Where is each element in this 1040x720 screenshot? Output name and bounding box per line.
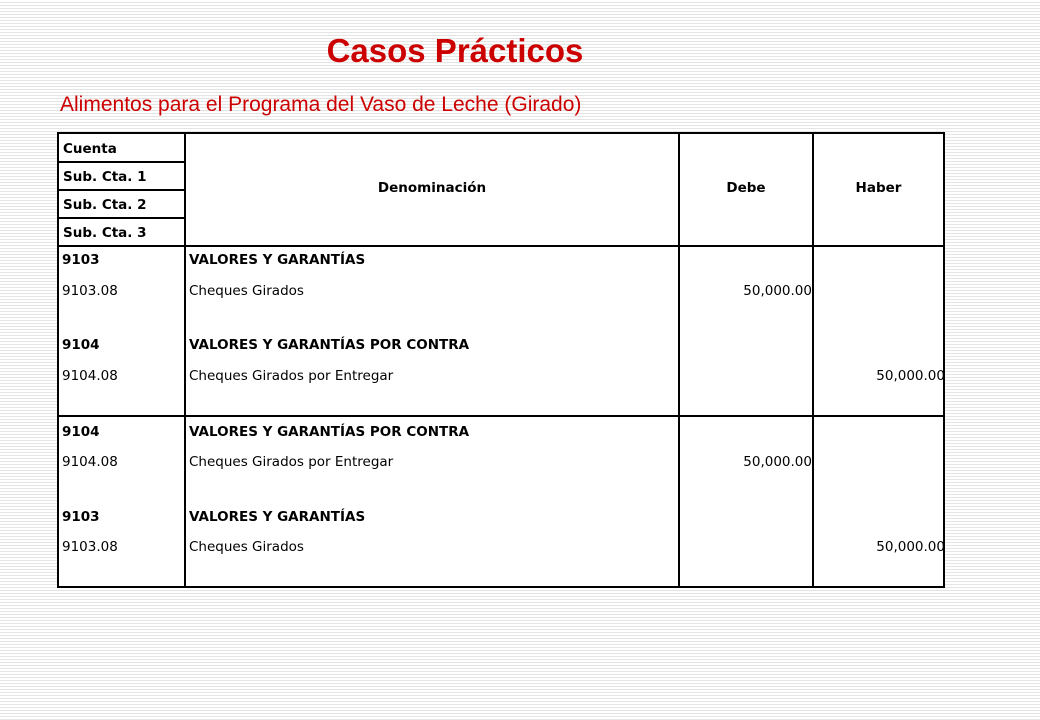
- column-divider: [678, 134, 680, 586]
- header-sub-cta-1: Sub. Cta. 1: [63, 169, 147, 185]
- account-name: VALORES Y GARANTÍAS: [189, 252, 366, 268]
- account-name: Cheques Girados por Entregar: [189, 368, 394, 384]
- page-title: Casos Prácticos: [326, 32, 584, 69]
- haber-amount: 50,000.00: [876, 368, 945, 384]
- account-code: 9104.08: [62, 368, 118, 384]
- header-denominacion: Denominación: [377, 180, 487, 196]
- account-name: VALORES Y GARANTÍAS: [189, 509, 366, 525]
- column-divider: [184, 134, 186, 586]
- account-code: 9104: [62, 337, 100, 353]
- row-divider: [59, 217, 186, 219]
- entry-divider: [59, 415, 943, 417]
- header-sub-cta-3: Sub. Cta. 3: [63, 225, 147, 241]
- column-divider: [812, 134, 814, 586]
- page-subtitle: Alimentos para el Programa del Vaso de Leche (Girado): [60, 93, 582, 116]
- debe-amount: 50,000.00: [743, 283, 812, 299]
- account-code: 9104: [62, 424, 100, 440]
- account-code: 9104.08: [62, 454, 118, 470]
- header-cuenta: Cuenta: [63, 141, 117, 157]
- account-name: Cheques Girados: [189, 539, 304, 555]
- account-code: 9103.08: [62, 539, 118, 555]
- account-code: 9103: [62, 509, 100, 525]
- account-name: Cheques Girados por Entregar: [189, 454, 394, 470]
- debe-amount: 50,000.00: [743, 454, 812, 470]
- header-debe: Debe: [726, 180, 766, 196]
- account-name: VALORES Y GARANTÍAS POR CONTRA: [189, 337, 470, 353]
- account-name: Cheques Girados: [189, 283, 304, 299]
- accounting-table: [57, 132, 945, 588]
- header-divider: [59, 245, 943, 247]
- row-divider: [59, 161, 186, 163]
- account-name: VALORES Y GARANTÍAS POR CONTRA: [189, 424, 470, 440]
- account-code: 9103.08: [62, 283, 118, 299]
- header-sub-cta-2: Sub. Cta. 2: [63, 197, 147, 213]
- account-code: 9103: [62, 252, 100, 268]
- header-haber: Haber: [855, 180, 902, 196]
- haber-amount: 50,000.00: [876, 539, 945, 555]
- row-divider: [59, 189, 186, 191]
